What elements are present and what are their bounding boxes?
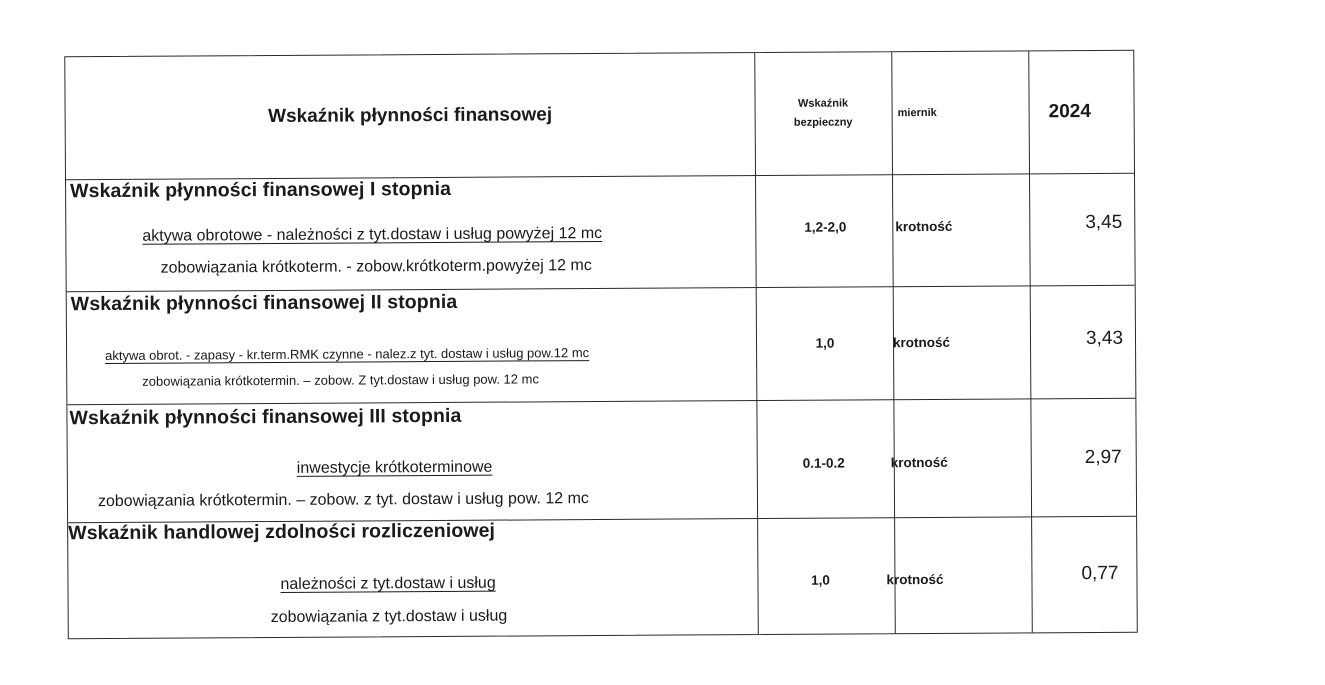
- row-numerator: inwestycje krótkoterminowe: [296, 458, 493, 477]
- header-year: 2024: [1048, 100, 1091, 123]
- row-divider: [67, 398, 1135, 406]
- row-numerator: aktywa obrotowe - należności z tyt.dostaw i usług powyżej 12 mc: [142, 224, 603, 245]
- year-value: 3,45: [1085, 211, 1123, 234]
- year-value: 2,97: [1084, 446, 1122, 469]
- row-numerator: aktywa obrot. - zapasy - kr.term.RMK czynne - nalez.z tyt. dostaw i usług pow.12 mc: [105, 345, 590, 364]
- row-numerator: należności z tyt.dostaw i usług: [280, 574, 496, 593]
- row-title: Wskaźnik płynności finansowej I stopnia: [70, 177, 452, 203]
- measure-unit: krotność: [890, 454, 948, 471]
- measure-unit: krotność: [892, 334, 951, 351]
- row-title: Wskaźnik płynności finansowej II stopnia: [70, 290, 458, 316]
- row-title: Wskaźnik handlowej zdolności rozliczeniowej: [68, 519, 496, 545]
- row-title: Wskaźnik płynności finansowej III stopnia: [69, 404, 462, 430]
- safe-value: 0.1-0.2: [802, 455, 845, 471]
- year-value: 3,43: [1085, 327, 1124, 350]
- header-title: Wskaźnik płynności finansowej: [268, 104, 553, 128]
- row-denominator: zobowiązania krótkotermin. – zobow. Z tyt.dostaw i usług pow. 12 mc: [142, 371, 539, 389]
- safe-value: 1,0: [815, 335, 835, 351]
- liquidity-ratio-table: [64, 50, 1138, 640]
- safe-value: 1,0: [811, 572, 830, 588]
- row-denominator: zobowiązania krótkotermin. – zobow. z tyt. dostaw i usług pow. 12 mc: [97, 490, 589, 511]
- row-denominator: zobowiązania krótkoterm. - zobow.krótkoterm.powyżej 12 mc: [160, 257, 592, 277]
- measure-unit: krotność: [886, 571, 944, 588]
- year-value: 0,77: [1081, 562, 1119, 585]
- safe-value: 1,2-2,0: [804, 219, 847, 235]
- row-divider: [67, 285, 1135, 293]
- header-safe-indicator: Wskaźnik bezpieczny: [793, 97, 853, 129]
- measure-unit: krotność: [895, 218, 953, 235]
- row-denominator: zobowiązania z tyt.dostaw i usług: [270, 607, 508, 627]
- header-measure: miernik: [897, 106, 937, 120]
